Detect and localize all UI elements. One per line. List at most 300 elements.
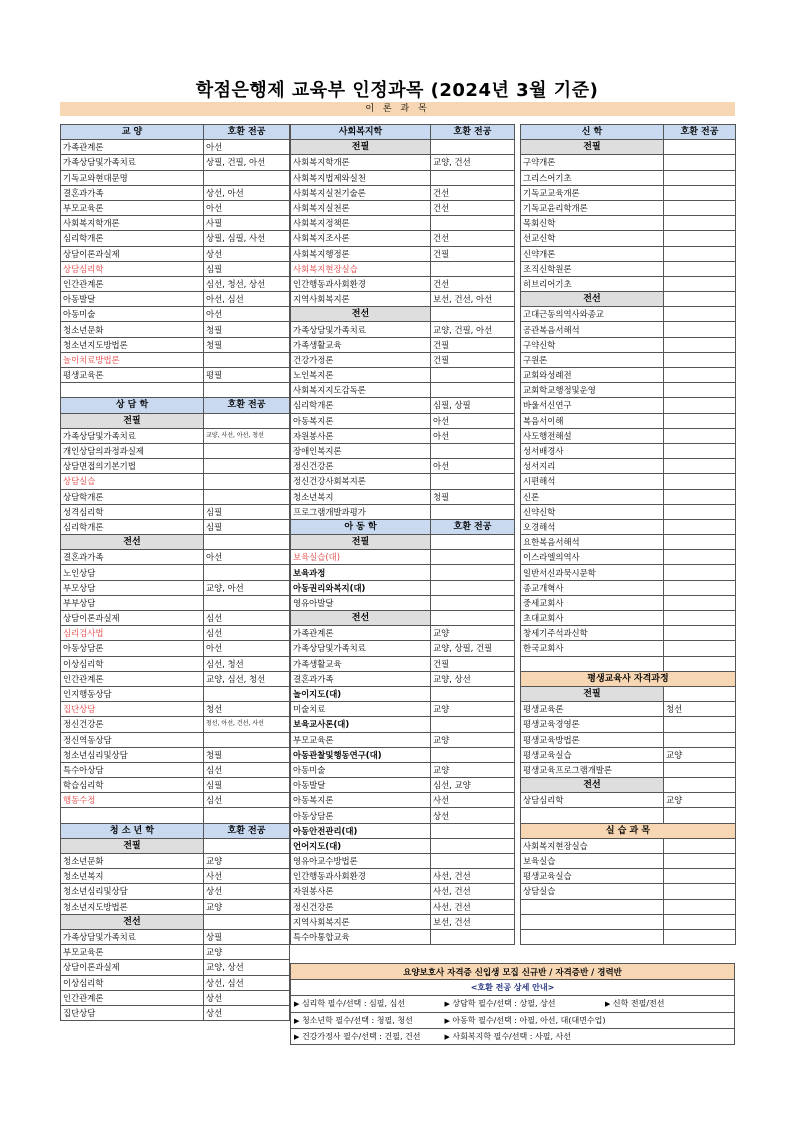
course-row <box>291 823 515 838</box>
course-row <box>291 641 515 656</box>
course-name: 프로그램개발과평가 <box>291 504 431 519</box>
course-row <box>291 443 515 458</box>
compat-major: 심선 <box>204 611 290 626</box>
course-name: 사회복지학개론 <box>61 216 204 231</box>
compat-major <box>664 383 736 398</box>
course-name: 지역사회복지론 <box>291 914 431 929</box>
course-row <box>291 808 515 823</box>
compat-major: 상선 <box>431 808 515 823</box>
course-name: 선교신학 <box>521 231 664 246</box>
course-name: 학습심리학 <box>61 778 204 793</box>
course-name: 가족상담및가족치료 <box>291 322 431 337</box>
compat-major <box>664 595 736 610</box>
empty-cell <box>664 140 736 155</box>
course-name: 부모상담 <box>61 580 204 595</box>
course-row <box>61 960 290 975</box>
course-row <box>521 869 736 884</box>
course-name: 가족관계론 <box>61 140 204 155</box>
course-name: 성서배경사 <box>521 443 664 458</box>
course-row <box>291 383 515 398</box>
empty-cell <box>204 535 290 550</box>
course-row <box>521 747 736 762</box>
course-row <box>291 352 515 367</box>
course-name: 장애인복지론 <box>291 443 431 458</box>
course-name: 평생교육방법론 <box>521 732 664 747</box>
course-name: 평생교육실습 <box>521 747 664 762</box>
compat-major <box>664 550 736 565</box>
compat-major <box>204 565 290 580</box>
course-name: 한국교회사 <box>521 641 664 656</box>
course-name: 아동관찰및행동연구(대) <box>291 747 431 762</box>
course-row <box>61 641 290 656</box>
course-name: 청소년복지 <box>291 489 431 504</box>
course-row <box>61 428 290 443</box>
section-label: 전선 <box>61 914 204 929</box>
compat-major <box>664 428 736 443</box>
course-name: 상담실습 <box>521 884 664 899</box>
section-row <box>521 140 736 155</box>
course-row <box>291 732 515 747</box>
course-name: 상담학개론 <box>61 489 204 504</box>
compat-major <box>664 398 736 413</box>
compat-major <box>664 899 736 914</box>
empty-cell <box>204 838 290 853</box>
course-name: 기독교와현대문명 <box>61 170 204 185</box>
course-name: 노인상담 <box>61 565 204 580</box>
course-name: 기독교윤리학개론 <box>521 200 664 215</box>
compat-major <box>431 580 515 595</box>
course-row <box>521 535 736 550</box>
compat-major <box>664 869 736 884</box>
compat-major <box>204 383 290 398</box>
course-row <box>521 383 736 398</box>
compat-major <box>431 717 515 732</box>
course-name: 인간관계론 <box>61 671 204 686</box>
compat-major <box>664 459 736 474</box>
course-row <box>521 170 736 185</box>
empty-cell <box>664 292 736 307</box>
compat-major: 청필 <box>431 489 515 504</box>
course-name: 미술치료 <box>291 702 431 717</box>
course-name: 보육교사론(대) <box>291 717 431 732</box>
course-name: 특수아상담 <box>61 762 204 777</box>
compat-major <box>664 884 736 899</box>
course-name: 놀이치료방법론 <box>61 352 204 367</box>
empty-cell <box>204 914 290 929</box>
compat-major: 아선 <box>204 140 290 155</box>
compat-major: 건선 <box>431 200 515 215</box>
course-name: 정신역동상담 <box>61 732 204 747</box>
compat-major: 심선 <box>204 793 290 808</box>
course-row <box>61 231 290 246</box>
course-name: 조직신학원론 <box>521 261 664 276</box>
course-name: 결혼과가족 <box>61 550 204 565</box>
compat-major <box>664 535 736 550</box>
compat-major: 아선 <box>204 550 290 565</box>
compat-major: 건필 <box>431 337 515 352</box>
compat-major: 청선 <box>204 702 290 717</box>
compat-major: 교양, 심선, 청선 <box>204 671 290 686</box>
compat-major <box>664 185 736 200</box>
course-name: 신론 <box>521 489 664 504</box>
compat-major: 심선 <box>204 626 290 641</box>
compat-major <box>431 550 515 565</box>
course-row <box>291 580 515 595</box>
course-row <box>61 656 290 671</box>
course-row <box>291 854 515 869</box>
course-row <box>521 854 736 869</box>
empty-cell <box>204 413 290 428</box>
course-row <box>291 747 515 762</box>
course-row <box>61 929 290 944</box>
course-row <box>521 398 736 413</box>
course-row <box>521 611 736 626</box>
course-name: 사회복지행정론 <box>291 246 431 261</box>
course-name: 목회신학 <box>521 216 664 231</box>
compat-major: 사선 <box>431 793 515 808</box>
course-name: 자원봉사론 <box>291 428 431 443</box>
course-row <box>521 808 736 823</box>
course-row <box>291 504 515 519</box>
course-row <box>61 459 290 474</box>
course-row <box>291 474 515 489</box>
category-header-row <box>291 125 515 140</box>
course-name: 행동수정 <box>61 793 204 808</box>
course-row <box>521 899 736 914</box>
course-name: 인간행동과사회환경 <box>291 869 431 884</box>
compat-major <box>664 504 736 519</box>
course-row <box>521 656 736 671</box>
compat-major <box>664 170 736 185</box>
course-row <box>521 929 736 944</box>
course-row <box>521 565 736 580</box>
section-row <box>61 838 290 853</box>
arrow-icon: ▶ <box>604 1000 611 1009</box>
course-row <box>521 474 736 489</box>
compat-major <box>431 838 515 853</box>
course-row <box>61 261 290 276</box>
compat-major <box>664 200 736 215</box>
compat-major <box>431 595 515 610</box>
section-label: 전필 <box>291 140 431 155</box>
compat-major <box>431 170 515 185</box>
course-name <box>61 383 204 398</box>
compat-major: 건필 <box>431 656 515 671</box>
compat-major: 아선 <box>204 641 290 656</box>
course-row <box>521 337 736 352</box>
course-row <box>521 884 736 899</box>
compat-major <box>431 854 515 869</box>
course-name: 상담면접의기본기법 <box>61 459 204 474</box>
course-name: 청소년문화 <box>61 854 204 869</box>
course-row <box>291 929 515 944</box>
course-row <box>291 884 515 899</box>
course-row <box>61 611 290 626</box>
course-name: 청소년지도방법론 <box>61 337 204 352</box>
course-row <box>61 702 290 717</box>
course-name: 아동발달 <box>61 292 204 307</box>
category-banner-row <box>521 823 736 838</box>
course-name: 고대근동의역사와종교 <box>521 307 664 322</box>
compat-major <box>431 565 515 580</box>
course-row <box>61 854 290 869</box>
course-row <box>521 216 736 231</box>
course-name: 바울서신연구 <box>521 398 664 413</box>
compat-major <box>664 246 736 261</box>
course-row <box>521 413 736 428</box>
course-name: 부모교육론 <box>291 732 431 747</box>
course-name: 성격심리학 <box>61 504 204 519</box>
course-name: 복음서이해 <box>521 413 664 428</box>
section-label: 전필 <box>521 140 664 155</box>
compat-major <box>664 656 736 671</box>
course-row <box>291 899 515 914</box>
course-name: 인지행동상담 <box>61 686 204 701</box>
notice-box <box>290 963 735 1045</box>
notice-subtitle: <호환 전공 상세 안내> <box>291 980 735 996</box>
course-name <box>521 929 664 944</box>
course-name: 아동상담론 <box>61 641 204 656</box>
course-row <box>291 686 515 701</box>
course-row <box>291 671 515 686</box>
compat-major: 건필 <box>431 246 515 261</box>
course-row <box>521 246 736 261</box>
section-label: 전선 <box>521 292 664 307</box>
course-row <box>291 200 515 215</box>
course-row <box>61 899 290 914</box>
category-header-row <box>61 823 290 838</box>
course-name: 정신건강사회복지론 <box>291 474 431 489</box>
compat-major: 보선, 건선, 아선 <box>431 292 515 307</box>
compat-major <box>204 170 290 185</box>
course-row <box>521 443 736 458</box>
course-row <box>291 170 515 185</box>
course-table-2 <box>290 124 515 945</box>
course-name: 상담이론과실제 <box>61 611 204 626</box>
course-row <box>521 459 736 474</box>
compat-major: 심필 <box>204 519 290 534</box>
compat-major: 사선, 건선 <box>431 884 515 899</box>
compat-major <box>431 443 515 458</box>
compat-major <box>431 383 515 398</box>
course-row <box>61 292 290 307</box>
compat-major: 사선, 건선 <box>431 869 515 884</box>
course-name: 이스라엘의역사 <box>521 550 664 565</box>
course-name: 영유아교수방법론 <box>291 854 431 869</box>
course-row <box>291 428 515 443</box>
compat-major: 청선 <box>664 702 736 717</box>
compat-major <box>431 504 515 519</box>
course-name: 사회복지법제와실천 <box>291 170 431 185</box>
course-row <box>61 1005 290 1020</box>
compat-major <box>664 519 736 534</box>
compat-major: 상선 <box>204 884 290 899</box>
compat-major <box>664 929 736 944</box>
course-name: 가족생활교육 <box>291 656 431 671</box>
course-row <box>291 368 515 383</box>
arrow-icon: ▶ <box>294 1016 300 1025</box>
course-name: 가족상담및가족치료 <box>61 155 204 170</box>
section-label: 전선 <box>521 778 664 793</box>
compat-major: 청필 <box>204 337 290 352</box>
course-name: 아동복지론 <box>291 793 431 808</box>
compat-major <box>204 489 290 504</box>
compat-major: 아선, 심선 <box>204 292 290 307</box>
course-name: 이상심리학 <box>61 975 204 990</box>
compat-major: 교양 <box>431 626 515 641</box>
notice-item: 상담학 필수/선택 : 상필, 상선 <box>452 999 556 1009</box>
compat-major: 건필 <box>431 352 515 367</box>
section-row <box>61 535 290 550</box>
course-name: 히브리어기초 <box>521 276 664 291</box>
course-row <box>61 580 290 595</box>
course-name: 놀이지도(대) <box>291 686 431 701</box>
compat-major: 사필 <box>204 216 290 231</box>
course-row <box>61 276 290 291</box>
compat-major <box>664 368 736 383</box>
compat-major: 교양 <box>204 899 290 914</box>
course-row <box>61 383 290 398</box>
course-name: 평생교육실습 <box>521 869 664 884</box>
notice-item: 심리학 필수/선택 : 심필, 심선 <box>301 999 406 1009</box>
course-name: 청소년지도방법론 <box>61 899 204 914</box>
course-row <box>61 869 290 884</box>
course-row <box>291 459 515 474</box>
compat-major <box>204 732 290 747</box>
page-title: 학점은행제 교육부 인정과목 (2024년 3월 기준) <box>195 80 599 101</box>
course-row <box>291 337 515 352</box>
course-row <box>61 686 290 701</box>
empty-cell <box>431 535 515 550</box>
category-title: 사회복지학 <box>291 125 431 140</box>
course-row <box>61 808 290 823</box>
course-row <box>61 595 290 610</box>
compat-major <box>664 914 736 929</box>
compat-major <box>431 261 515 276</box>
course-name: 상담이론과실제 <box>61 246 204 261</box>
course-name: 상담이론과실제 <box>61 960 204 975</box>
course-row <box>521 762 736 777</box>
course-name: 평생교육경영론 <box>521 717 664 732</box>
course-row <box>61 884 290 899</box>
compat-major: 아선 <box>431 428 515 443</box>
category-title: 아 동 학 <box>291 519 431 534</box>
compat-major: 평필 <box>204 368 290 383</box>
compat-major: 상선 <box>204 1005 290 1020</box>
category-title: 상 담 학 <box>61 398 204 413</box>
compat-major <box>664 443 736 458</box>
compat-major <box>664 854 736 869</box>
course-name: 사회복지실천론 <box>291 200 431 215</box>
course-name: 그리스어기초 <box>521 170 664 185</box>
compat-major: 상선, 아선 <box>204 185 290 200</box>
course-row <box>61 216 290 231</box>
section-row <box>291 140 515 155</box>
course-row <box>61 793 290 808</box>
compat-major-header: 호환 전공 <box>204 398 290 413</box>
course-name: 자원봉사론 <box>291 884 431 899</box>
course-name: 심리학개론 <box>291 398 431 413</box>
course-name: 개인상담의과정과실제 <box>61 443 204 458</box>
compat-major: 아선 <box>431 413 515 428</box>
course-row <box>291 185 515 200</box>
course-name: 공관복음서해석 <box>521 322 664 337</box>
compat-major <box>664 732 736 747</box>
course-row <box>291 413 515 428</box>
course-row <box>521 793 736 808</box>
course-name: 이상심리학 <box>61 656 204 671</box>
course-row <box>521 595 736 610</box>
course-name: 보육실습(대) <box>291 550 431 565</box>
course-name: 상담실습 <box>61 474 204 489</box>
course-row <box>521 489 736 504</box>
course-name: 가족생활교육 <box>291 337 431 352</box>
course-name: 인간관계론 <box>61 276 204 291</box>
category-banner: 평생교육사 자격과정 <box>521 671 736 686</box>
compat-major <box>431 747 515 762</box>
course-row <box>61 762 290 777</box>
course-name: 창세기주석과신학 <box>521 626 664 641</box>
course-name: 부모교육론 <box>61 200 204 215</box>
compat-major: 상선, 심선 <box>204 975 290 990</box>
course-name: 종교개혁사 <box>521 580 664 595</box>
course-row <box>291 398 515 413</box>
course-row <box>61 155 290 170</box>
empty-cell <box>664 686 736 701</box>
compat-major <box>204 808 290 823</box>
compat-major <box>664 276 736 291</box>
course-row <box>521 519 736 534</box>
course-row <box>521 200 736 215</box>
course-row <box>61 975 290 990</box>
compat-major: 교양, 상선 <box>204 960 290 975</box>
course-name: 심리학개론 <box>61 519 204 534</box>
course-row <box>61 489 290 504</box>
compat-major <box>664 580 736 595</box>
course-name: 상담심리학 <box>61 261 204 276</box>
course-name <box>61 808 204 823</box>
compat-major-header: 호환 전공 <box>431 125 515 140</box>
course-row <box>291 216 515 231</box>
course-name: 부부상담 <box>61 595 204 610</box>
course-name: 보육실습 <box>521 854 664 869</box>
course-row <box>291 246 515 261</box>
course-name: 기독교교육개론 <box>521 185 664 200</box>
course-name: 결혼과가족 <box>291 671 431 686</box>
course-name: 오경해석 <box>521 519 664 534</box>
course-row <box>291 778 515 793</box>
course-row <box>521 626 736 641</box>
course-row <box>521 155 736 170</box>
notice-item: 건강가정사 필수/선택 : 건필, 건선 <box>301 1031 421 1041</box>
compat-major: 상필, 건필, 아선 <box>204 155 290 170</box>
course-row <box>291 626 515 641</box>
compat-major: 아선 <box>204 200 290 215</box>
arrow-icon: ▶ <box>444 1000 450 1009</box>
compat-major: 상선 <box>204 246 290 261</box>
compat-major <box>664 641 736 656</box>
course-name: 시편해석 <box>521 474 664 489</box>
compat-major: 심필 <box>204 778 290 793</box>
course-name: 사회복지지도감독론 <box>291 383 431 398</box>
compat-major: 심필 <box>204 261 290 276</box>
compat-major: 교양 <box>204 945 290 960</box>
course-row <box>521 322 736 337</box>
course-row <box>61 945 290 960</box>
course-name: 가족상담및가족치료 <box>291 641 431 656</box>
compat-major <box>664 413 736 428</box>
section-row <box>61 914 290 929</box>
